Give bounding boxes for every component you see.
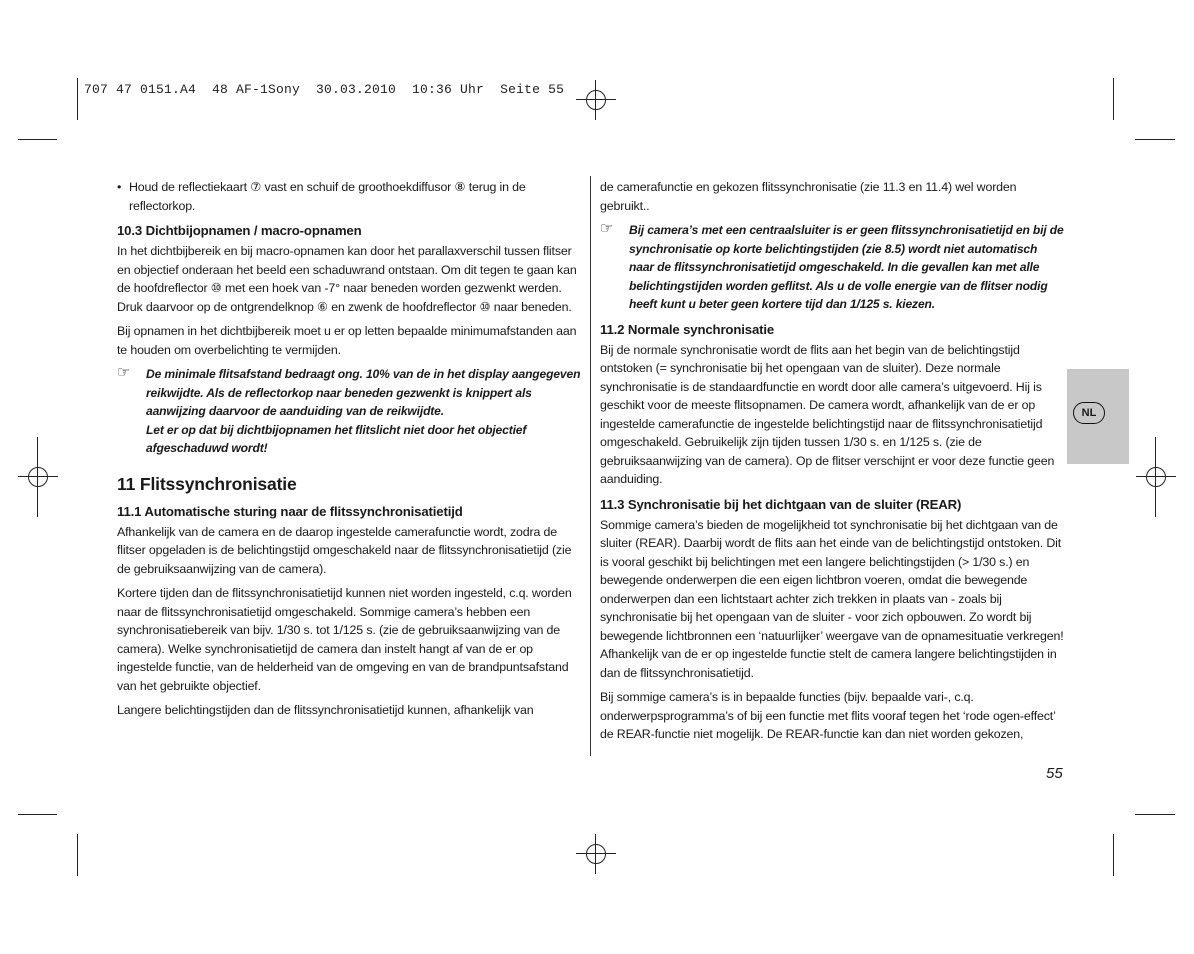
paragraph: Bij opnamen in het dichtbijbereik moet u er op letten bepaalde minimumafstanden aan te houden om overbelichting te vermijden. (117, 324, 577, 357)
section-heading-11-3: 11.3 Synchronisatie bij het dichtgaan van de sluiter (REAR) (600, 496, 962, 512)
paragraph: In het dichtbijbereik en bij macro-opnamen kan door het parallaxverschil tussen flitser en objectief onderaan het beeld een schaduwrand ontstaan. Om dit tegen te gaan kan de hoofdreflector ⑩ met een hoek van -7° naar beneden worden gezwenkt werden. Druk daarvoor op de ontgrendelknop ⑥ en zwenk de hoofdreflector ⑩ naar beneden. (117, 244, 577, 314)
paragraph: Langere belichtingstijden dan de flitssynchronisatietijd kunnen, afhankelijk van (117, 703, 534, 717)
language-badge: NL (1073, 402, 1105, 424)
paragraph: Bij de normale synchronisatie wordt de flits aan het begin van de belichtingstijd ontstoken (= synchronisatie bij het opengaan van de sluiter). Deze normale synchronisatie is de standaardfunctie en wordt door alle camera’s uitgevoerd. Hij is geschikt voor de meeste flitsopnamen. De camera wordt, afhankelijk van de er op ingestelde camerafunctie de ingestelde belichtingstijd naar de flitssynchronisatietijd omgeschakeld. Gebruikelijk zijn tijden tussen 1/30 s. en 1/125 s. (zie de gebruiksaanwijzing van de camera). Op de flitser verschijnt er voor deze functie geen aanduiding. (600, 342, 1055, 486)
column-divider (590, 176, 591, 756)
pointing-hand-icon: ☞ (600, 220, 614, 237)
note-text: Let er op dat bij dichtbijopnamen het flitslicht niet door het objectief afgeschaduwd wordt! (146, 422, 527, 455)
note-block (600, 221, 1065, 314)
pointing-hand-icon: ☞ (117, 364, 131, 381)
paragraph: Bij sommige camera’s is in bepaalde functies (bijv. bepaalde vari-, c.q. onderwerpsprogramma’s of bij een functie met flits vooraf tegen het ‘rode ogen-effect’ de REAR-functie niet mogelijk. De REAR-functie kan dan niet worden gekozen, (600, 690, 1056, 741)
list-item (117, 178, 582, 215)
note-block (117, 365, 582, 458)
bullet-text: Houd de reflectiekaart ⑦ vast en schuif de groothoekdiffusor ⑧ terug in de reflectorkop. (129, 180, 526, 213)
registration-mark-top (576, 80, 616, 120)
paragraph: Afhankelijk van de camera en de daarop ingestelde camerafunctie wordt, zodra de flitser opgeladen is de belichtingstijd omgeschakeld naar de flitssynchronisatietijd (zie de gebruiksaanwijzing van de camera). (117, 524, 572, 576)
crop-mark-top-right-v (1113, 78, 1114, 120)
note-text: De minimale flitsafstand bedraagt ong. 10% van de in het display aangegeven reikwijdte. Als de reflectorkop naar beneden gezwenkt is knippert als aanwijzing daarvoor de aanduiding van de reikwijdte. (146, 367, 581, 418)
paragraph: Sommige camera’s bieden de mogelijkheid tot synchronisatie bij het dichtgaan van de sluiter (REAR). Daarbij wordt de flits aan het einde van de belichtingstijd ontstoken. Dit is vooral geschikt bij belichtingen met een langere belichtingstijden (> 1/30 s.) en bewegende onderwerpen die een eigen lichtbron voeren, omdat die bewegende onderwerpen dan een lichtstaart achter zich trekken in plaats van - zoals bij synchronisatie bij het opengaan van de sluiter - voor zich opbouwen. Zo wordt bij bewegende lichtbronnen een ‘natuurlijker’ weergave van de opnamesituatie verkregen! Afhankelijk van de er op ingestelde functie stelt de camera langere belichtingstijden in dan de flitssynchronisatietijd. (600, 517, 1064, 680)
print-slug: 707 47 0151.A4 48 AF-1Sony 30.03.2010 10:36 Uhr Seite 55 (84, 82, 565, 97)
crop-mark-bottom-left-h (18, 814, 57, 815)
registration-mark-left (18, 457, 58, 497)
left-column (117, 178, 582, 720)
registration-mark-bottom (576, 834, 616, 874)
right-column (600, 178, 1065, 744)
chapter-heading-11: 11 Flitssynchronisatie (117, 473, 297, 494)
section-heading-11-1: 11.1 Automatische sturing naar de flitssynchronisatietijd (117, 503, 463, 519)
note-text: Bij camera’s met een centraalsluiter is er geen flitssynchronisatietijd en bij de synchronisatie op korte belichtingstijden (zie 8.5) wordt niet automatisch naar de flitssynchronisatietijd omgeschakeld. In die gevallen kan met alle belichtingstijden worden geflitst. Als u de volle energie van de flitser nodig heeft kunt u beter geen kortere tijd dan 1/125 s. kiezen. (629, 223, 1064, 311)
crop-mark-top-left-h (18, 139, 57, 140)
crop-mark-bottom-right-h (1135, 814, 1175, 815)
crop-mark-top-right-h (1135, 139, 1175, 140)
crop-mark-top-left-v (77, 78, 78, 120)
language-tab (1067, 369, 1129, 464)
page-number: 55 (1046, 765, 1063, 782)
crop-mark-bottom-left-v (77, 834, 78, 876)
crop-mark-bottom-right-v (1113, 834, 1114, 876)
paragraph: de camerafunctie en gekozen flitssynchronisatie (zie 11.3 en 11.4) wel worden gebruikt.. (600, 180, 1017, 213)
bullet-icon: • (117, 180, 122, 194)
section-heading-10-3: 10.3 Dichtbijopnamen / macro-opnamen (117, 223, 362, 238)
paragraph: Kortere tijden dan de flitssynchronisatietijd kunnen niet worden ingesteld, c.q. worden naar de flitssynchronisatietijd omgeschakeld. Sommige camera’s hebben een synchronisatiebereik van bijv. 1/30 s. tot 1/125 s. (zie de gebruiksaanwijzing van de camera). Welke synchronisatietijd de camera dan instelt hangt af van de er op ingestelde functie, van de helderheid van de omgeving en van de brandpuntsafstand van het gebruikte objectief. (117, 586, 572, 693)
section-heading-11-2: 11.2 Normale synchronisatie (600, 321, 775, 337)
registration-mark-right (1136, 457, 1176, 497)
